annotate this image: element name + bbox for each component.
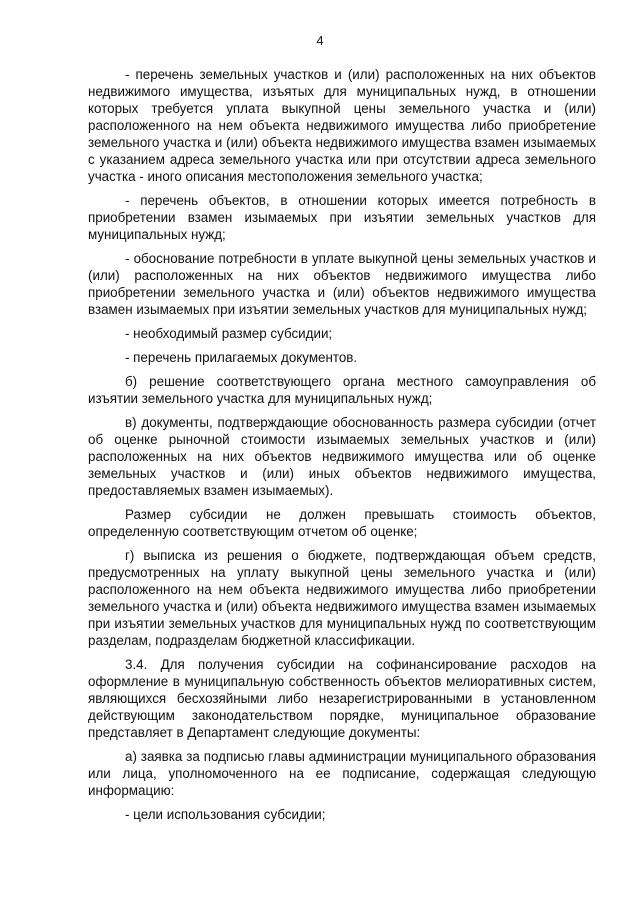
paragraph-need-justification: - обоснование потребности в уплате выкупной цены земельных участков и (или) расположенных на них объектов недвижимого имущества либо приобретении земельного участка и (или) объектов недвижимого имущества взамен изымаемых при изъятии земельных участков для муниципальных нужд;: [88, 251, 596, 317]
paragraph-subsidy-limit: Размер субсидии не должен превышать стоимость объектов, определенную соответствующим отчетом об оценке;: [88, 507, 596, 539]
paragraph-subsidy-purpose: - цели использования субсидии;: [125, 807, 326, 822]
paragraph-subsidy-size: - необходимый размер субсидии;: [125, 326, 333, 341]
paragraph-land-plots-list: - перечень земельных участков и (или) расположенных на них объектов недвижимого имущества, изъятых для муниципальных нужд, в отношении которых требуется уплата выкупной цены земельного участка и (или) расположенного на нем объекта недвижимого имущества либо приобретение земельного участка и (или) объекта недвижимого имущества взамен изымаемых с указанием адреса земельного участка или при отсутствии адреса земельного участка - иного описания местоположения земельного участка;: [88, 67, 596, 184]
paragraph-section-3-4: 3.4. Для получения субсидии на софинансирование расходов на оформление в муниципальную собственность объектов мелиоративных систем, являющихся бесхозяйными либо незарегистрированными в установленном действующим законодательством порядке, муниципальное образование представляет в Департамент следующие документы:: [88, 657, 596, 740]
paragraph-item-a: а) заявка за подписью главы администрации муниципального образования или лица, уполномоченного на ее подписание, содержащая следующую информацию:: [88, 749, 596, 798]
paragraph-item-b: б) решение соответствующего органа местного самоуправления об изъятии земельного участка для муниципальных нужд;: [88, 374, 596, 406]
document-body: [88, 66, 596, 830]
paragraph-item-v: в) документы, подтверждающие обоснованность размера субсидии (отчет об оценке рыночной стоимости изымаемых земельных участков и (или) расположенных на них объектов недвижимого имущества или об оценке земельных участков и (или) иных объектов недвижимого имущества, предоставляемых взамен изымаемых).: [88, 415, 596, 498]
paragraph-attached-documents: - перечень прилагаемых документов.: [125, 350, 358, 365]
paragraph-item-g: г) выписка из решения о бюджете, подтверждающая объем средств, предусмотренных на уплату выкупной цены земельного участка и (или) расположенного на нем объекта недвижимого имущества либо приобретении земельного участка и (или) объекта недвижимого имущества взамен изымаемых при изъятии земельных участков для муниципальных нужд по соответствующим разделам, подразделам бюджетной классификации.: [88, 548, 596, 648]
page-number: 4: [316, 33, 324, 48]
paragraph-objects-list: - перечень объектов, в отношении которых имеется потребность в приобретении взамен изымаемых при изъятии земельных участков для муниципальных нужд;: [88, 193, 596, 242]
